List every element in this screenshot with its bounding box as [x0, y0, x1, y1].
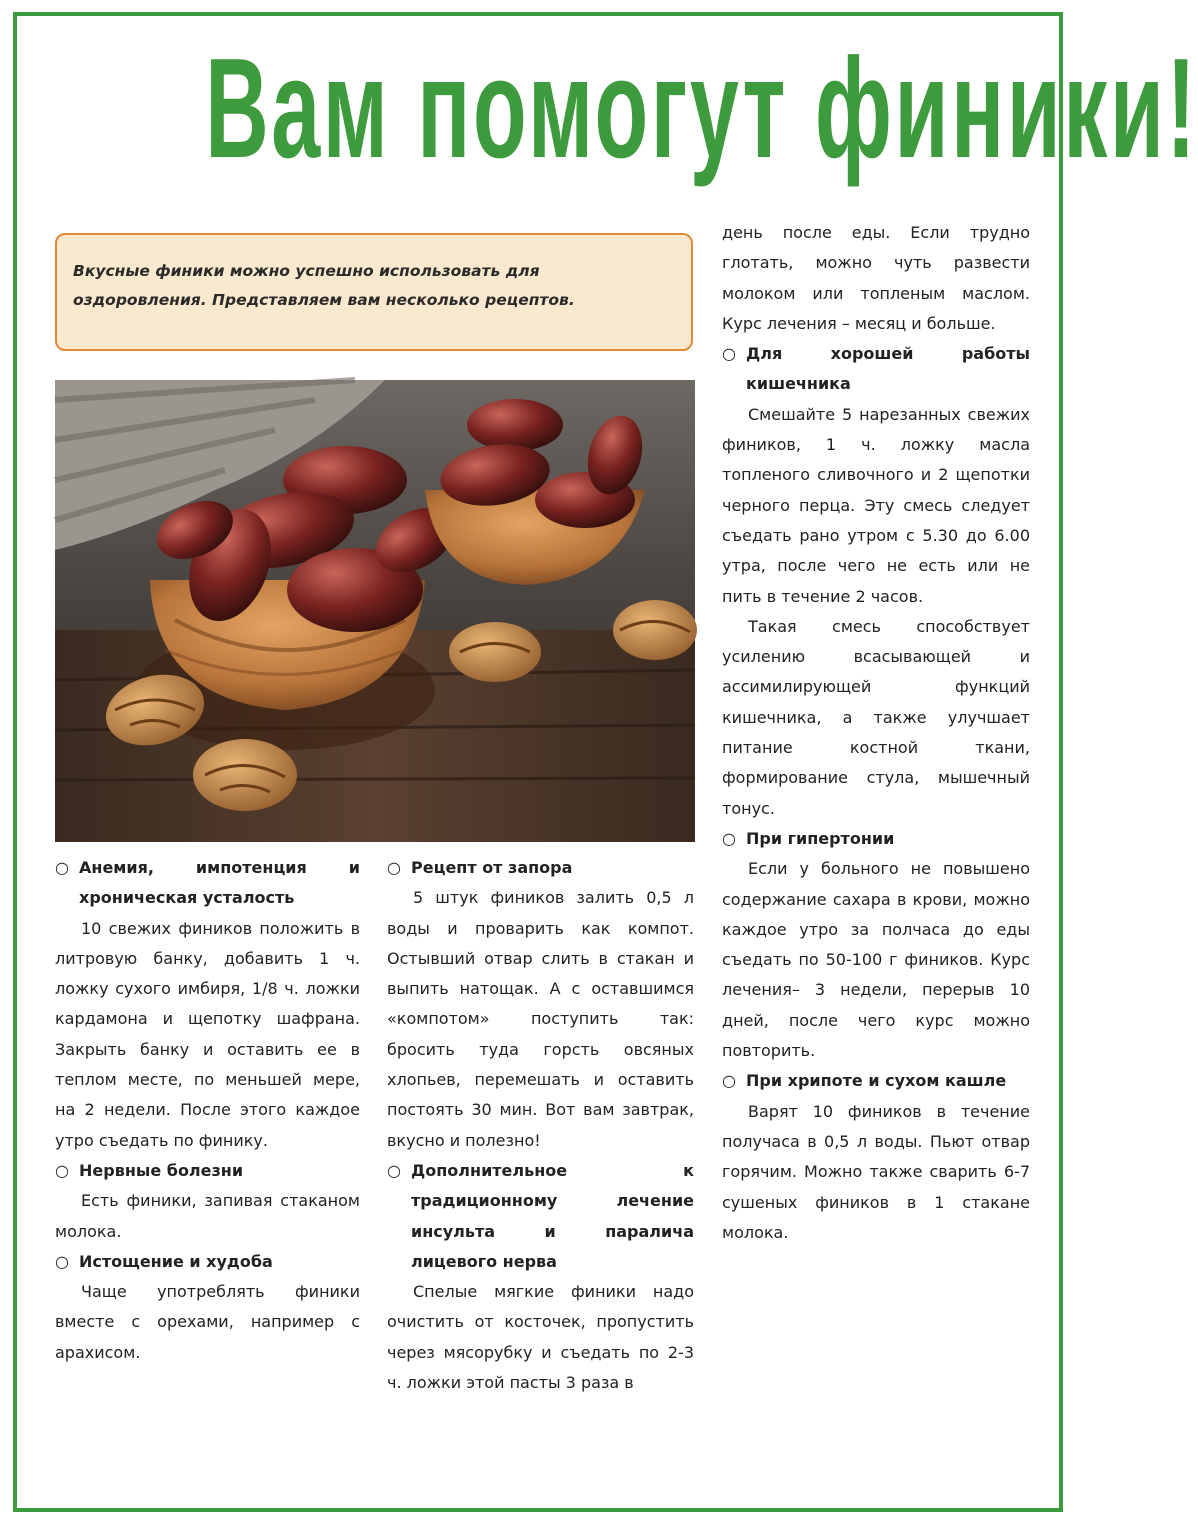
text-cough: Варят 10 фиников в течение получаса в 0,5 л воды. Пьют отвар горячим. Можно также сварить 6-7 сушеных фиников в 1 стакане молока.: [722, 1101, 1030, 1242]
heading-hypertension: ○ При гипертонии: [722, 824, 1030, 854]
text-stroke-continued: день после еды. Если трудно глотать, можно чуть развести молоком или топленым маслом. Курс лечения – месяц и больше.: [722, 223, 1030, 333]
intro-box: Вкусные финики можно успешно использовать для оздоровления. Представляем вам несколько рецептов.: [55, 233, 693, 351]
bullet-circle-icon: ○: [55, 858, 69, 877]
bullet-circle-icon: ○: [387, 1160, 401, 1180]
text-hypertension: Если у больного не повышено содержание сахара в крови, можно каждое утро за полчаса до еды съедать по 50-100 г фиников. Курс лечения– 3 недели, перерыв 10 дней, после чего курс можно повторить.: [722, 859, 1030, 1061]
heading-intestine: ○ Для хорошей работы кишечника: [722, 339, 1030, 400]
page-title: Вам помогут финики!: [205, 29, 1198, 188]
text-anemia: 10 свежих фиников положить в литровую банку, добавить 1 ч. ложку сухого имбиря, 1/8 ч. ложки кардамона и щепотку шафрана. Закрыть банку и оставить ее в теплом месте, по меньшей мере, на 2 недели. После этого каждое утро съедать по финику.: [55, 918, 360, 1150]
bullet-circle-icon: ○: [55, 1160, 69, 1180]
bullet-circle-icon: ○: [722, 1071, 736, 1091]
bullet-circle-icon: ○: [387, 858, 401, 877]
column-right: [722, 218, 1030, 1248]
text-nervous: Есть финики, запивая стаканом молока.: [55, 1191, 360, 1241]
heading-stroke: ○ Дополнительное к традиционному лечение инсульта и паралича лицевого нерва: [387, 1156, 694, 1277]
heading-exhaustion: ○ Истощение и худоба: [55, 1247, 360, 1277]
heading-nervous: ○ Нервные болезни: [55, 1156, 360, 1186]
text-exhaustion: Чаще употреблять финики вместе с орехами, например с арахисом.: [55, 1282, 360, 1362]
heading-constipation: ○ Рецепт от запора: [387, 853, 694, 883]
bullet-circle-icon: ○: [722, 828, 736, 848]
bullet-circle-icon: ○: [55, 1251, 69, 1271]
text-stroke: Спелые мягкие финики надо очистить от косточек, пропустить через мясорубку и съедать по 2-3 ч. ложки этой пасты 3 раза в: [387, 1282, 694, 1393]
heading-anemia: ○ Анемия, импотенция и хроническая усталость: [55, 853, 360, 914]
bullet-circle-icon: ○: [722, 344, 736, 364]
column-left: [55, 853, 360, 1368]
text-constipation: 5 штук фиников залить 0,5 л воды и проварить как компот. Остывший отвар слить в стакан и выпить натощак. А с оставшимся «компотом» поступить так: бросить туда горсть овсяных хлопьев, перемешать и оставить постоять 30 мин. Вот вам завтрак, вкусно и полезно!: [387, 888, 694, 1150]
dates-photo: [55, 380, 695, 842]
heading-cough: ○ При хрипоте и сухом кашле: [722, 1066, 1030, 1096]
column-middle: [387, 853, 694, 1398]
text-intestine: Смешайте 5 нарезанных свежих фиников, 1 ч. ложку масла топленого сливочного и 2 щепотки черного перца. Эту смесь следует съедать рано утром с 5.30 до 6.00 утра, после чего не есть или не пить в течение 2 часов.: [722, 404, 1030, 606]
text-intestine-2: Такая смесь способствует усилению всасывающей и ассимилирующей функций кишечника, а также улучшает питание костной ткани, формирование стула, мышечный тонус.: [722, 616, 1030, 818]
